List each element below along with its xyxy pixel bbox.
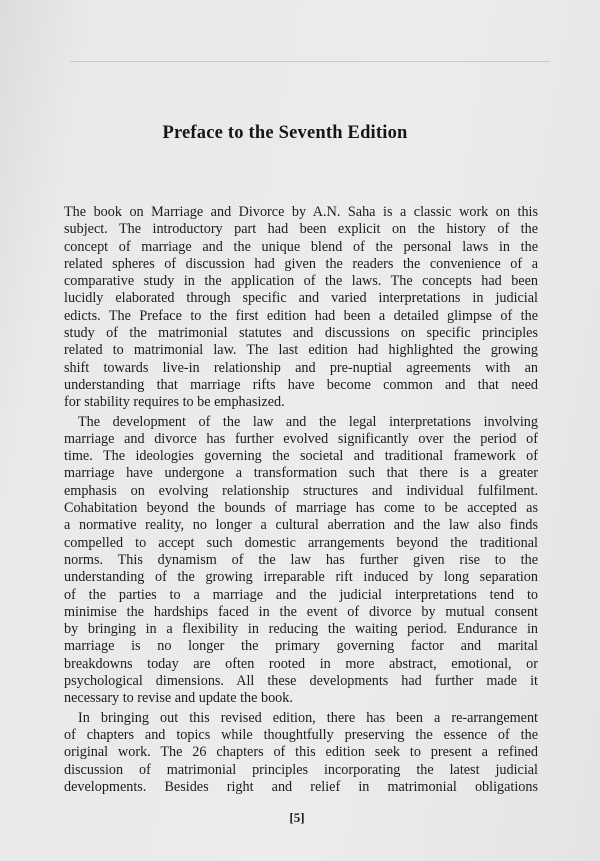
text-line: original work. The 26 chapters of this edition seek to present a refined — [64, 744, 538, 761]
text-line: of the parties to a marriage and the judicial interpretations tend to — [64, 586, 538, 603]
text-line: concept of marriage and the unique blend of the personal laws in the — [64, 238, 538, 255]
text-line: norms. This dynamism of the law has further given rise to the — [64, 551, 538, 568]
preface-body — [64, 204, 538, 798]
text-line: understanding of the growing irreparable rift induced by long separation — [64, 569, 538, 586]
text-line: study of the matrimonial statutes and discussions on specific principles — [64, 325, 538, 342]
text-line: Cohabitation beyond the bounds of marriage has come to be accepted as — [64, 500, 538, 517]
text-line: related spheres of discussion had given the readers the convenience of a — [64, 255, 538, 272]
text-line: lucidly elaborated through specific and varied interpretations in judicial — [64, 290, 538, 307]
text-line: by bringing in a flexibility in reducing the waiting period. Endurance in — [64, 621, 538, 638]
page-title: Preface to the Seventh Edition — [162, 123, 408, 143]
page-number: [5] — [289, 810, 305, 825]
text-line: comparative study in the application of the laws. The concepts had been — [64, 273, 538, 290]
text-line: The book on Marriage and Divorce by A.N. Saha is a classic work on this — [64, 204, 538, 220]
text-line: of chapters and topics while thoughtfully preserving the essence of the — [64, 726, 538, 743]
text-line: psychological dimensions. All these developments had further made it — [64, 673, 538, 690]
text-line: marriage is no longer the primary governing factor and marital — [64, 638, 538, 655]
text-line: time. The ideologies governing the societal and traditional framework of — [64, 448, 538, 465]
text-line: a normative reality, no longer a cultural aberration and the law also finds — [64, 517, 538, 534]
text-line: In bringing out this revised edition, there has been a re-arrangement — [78, 709, 538, 726]
text-line: emphasis on evolving relationship structures and individual fulfilment. — [64, 482, 538, 499]
text-line: minimise the hardships faced in the event of divorce by mutual consent — [64, 603, 538, 620]
text-line: breakdowns today are often rooted in more abstract, emotional, or — [64, 655, 538, 672]
text-line: shift towards live-in relationship and pre-nuptial agreements with an — [64, 359, 538, 376]
text-line: subject. The introductory part had been explicit on the history of the — [64, 221, 538, 238]
text-line: edicts. The Preface to the first edition had been a detailed glimpse of the — [64, 307, 538, 324]
text-line: related to matrimonial law. The last edition had highlighted the growing — [64, 342, 538, 359]
paragraph — [64, 710, 538, 796]
text-line: marriage have undergone a transformation such that there is a greater — [64, 465, 538, 482]
paragraph — [64, 414, 538, 708]
text-line: discussion of matrimonial principles incorporating the latest judicial — [64, 761, 538, 778]
text-line: The development of the law and the legal interpretations involving — [78, 413, 538, 430]
text-line: necessary to revise and update the book. — [64, 690, 293, 707]
text-line: for stability requires to be emphasized. — [64, 394, 285, 411]
text-line: developments. Besides right and relief in matrimonial obligations — [64, 778, 538, 795]
paragraph — [64, 204, 538, 412]
bleed-through-header-rule — [70, 61, 550, 62]
text-line: compelled to accept such domestic arrangements beyond the traditional — [64, 534, 538, 551]
text-line: understanding that marriage rifts have become common and that need — [64, 376, 538, 393]
text-line: marriage and divorce has further evolved significantly over the period of — [64, 430, 538, 447]
